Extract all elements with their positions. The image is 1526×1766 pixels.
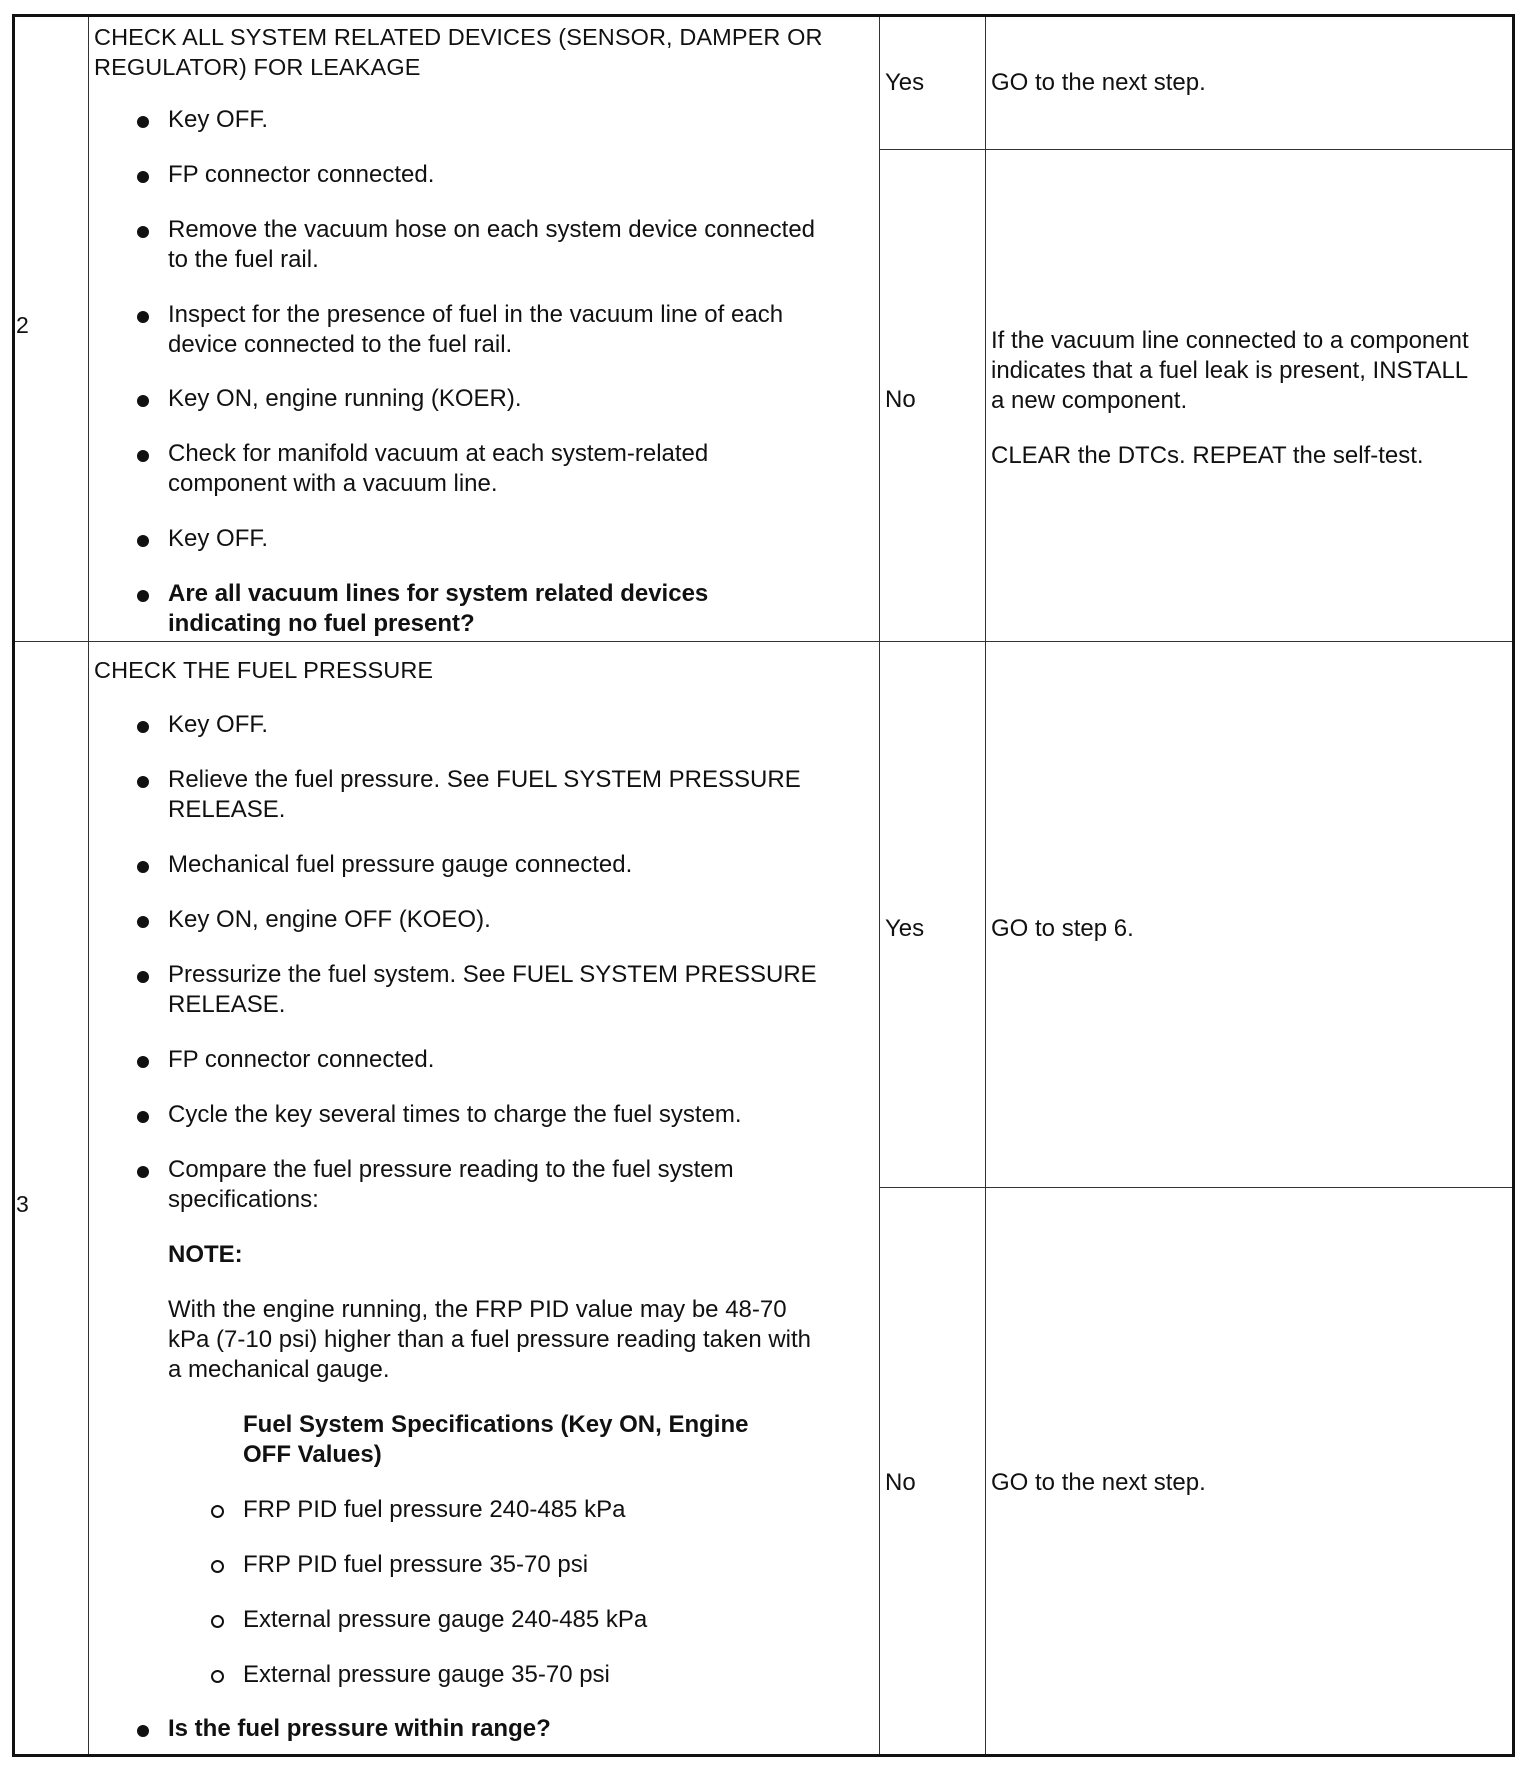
diagnostic-table <box>12 14 1515 1757</box>
step-number: 3 <box>16 1191 29 1217</box>
list-item: Pressurize the fuel system. See FUEL SYSTEM PRESSURE RELEASE. <box>168 961 817 1018</box>
step-heading: CHECK ALL SYSTEM RELATED DEVICES (SENSOR, DAMPER OR REGULATOR) FOR LEAKAGE <box>94 24 823 80</box>
bullet-icon <box>137 535 149 547</box>
row-divider-step2-step3 <box>15 641 1512 642</box>
list-item: Compare the fuel pressure reading to the fuel system specifications: <box>168 1156 734 1213</box>
bullet-icon <box>137 590 149 602</box>
list-item: FP connector connected. <box>168 1046 435 1073</box>
spec-item: FRP PID fuel pressure 240-485 kPa <box>243 1496 626 1523</box>
spec-item: External pressure gauge 35-70 psi <box>243 1661 610 1688</box>
action-no: GO to the next step. <box>991 1469 1206 1496</box>
bullet-icon <box>137 971 149 983</box>
spec-item: FRP PID fuel pressure 35-70 psi <box>243 1551 589 1578</box>
list-item: FP connector connected. <box>168 161 435 188</box>
bullet-icon <box>137 311 149 323</box>
bullet-icon <box>137 450 149 462</box>
step-number: 2 <box>16 312 29 338</box>
step-heading: CHECK THE FUEL PRESSURE <box>94 657 434 683</box>
circle-bullet-icon <box>211 1615 224 1628</box>
step-question: Is the fuel pressure within range? <box>168 1715 551 1742</box>
answer-yes: Yes <box>885 69 925 96</box>
answer-no: No <box>885 386 916 413</box>
bullet-icon <box>137 1111 149 1123</box>
list-item: Key ON, engine OFF (KOEO). <box>168 906 491 933</box>
action-yes: GO to step 6. <box>991 915 1134 942</box>
bullet-icon <box>137 116 149 128</box>
bullet-icon <box>137 776 149 788</box>
list-item: Check for manifold vacuum at each system-related component with a vacuum line. <box>168 440 709 497</box>
step-question: Are all vacuum lines for system related devices indicating no fuel present? <box>168 580 709 637</box>
note-text: With the engine running, the FRP PID value may be 48-70 kPa (7-10 psi) higher than a fuel pressure reading taken with a mechanical gauge. <box>168 1296 812 1383</box>
answer-no: No <box>885 1469 916 1496</box>
column-divider-test <box>879 17 880 1754</box>
list-item: Remove the vacuum hose on each system device connected to the fuel rail. <box>168 216 816 273</box>
bullet-icon <box>137 395 149 407</box>
spec-item: External pressure gauge 240-485 kPa <box>243 1606 648 1633</box>
list-item: Key OFF. <box>168 525 269 552</box>
column-divider-result <box>985 17 986 1754</box>
list-item: Relieve the fuel pressure. See FUEL SYSTEM PRESSURE RELEASE. <box>168 766 801 823</box>
column-divider-step <box>88 17 89 1754</box>
list-item: Inspect for the presence of fuel in the vacuum line of each device connected to the fuel rail. <box>168 301 784 358</box>
spec-title: Fuel System Specifications (Key ON, Engine OFF Values) <box>243 1411 749 1468</box>
circle-bullet-icon <box>211 1670 224 1683</box>
list-item: Cycle the key several times to charge the fuel system. <box>168 1101 742 1128</box>
list-item: Key OFF. <box>168 106 269 133</box>
list-item: Key ON, engine running (KOER). <box>168 385 522 412</box>
row-divider-step3-yes-no <box>879 1187 1512 1188</box>
circle-bullet-icon <box>211 1505 224 1518</box>
action-yes: GO to the next step. <box>991 69 1206 96</box>
action-no: If the vacuum line connected to a component indicates that a fuel leak is present, INSTALL a new component. CLEAR the DTCs. REPEAT the self-test. <box>991 327 1469 469</box>
circle-bullet-icon <box>211 1560 224 1573</box>
row-divider-step2-yes-no <box>879 149 1512 150</box>
bullet-icon <box>137 171 149 183</box>
bullet-icon <box>137 1166 149 1178</box>
bullet-icon <box>137 721 149 733</box>
bullet-icon <box>137 1725 149 1737</box>
bullet-icon <box>137 1056 149 1068</box>
note-label: NOTE: <box>168 1241 243 1268</box>
bullet-icon <box>137 226 149 238</box>
bullet-icon <box>137 916 149 928</box>
list-item: Mechanical fuel pressure gauge connected. <box>168 851 633 878</box>
list-item: Key OFF. <box>168 711 269 738</box>
answer-yes: Yes <box>885 915 925 942</box>
bullet-icon <box>137 861 149 873</box>
